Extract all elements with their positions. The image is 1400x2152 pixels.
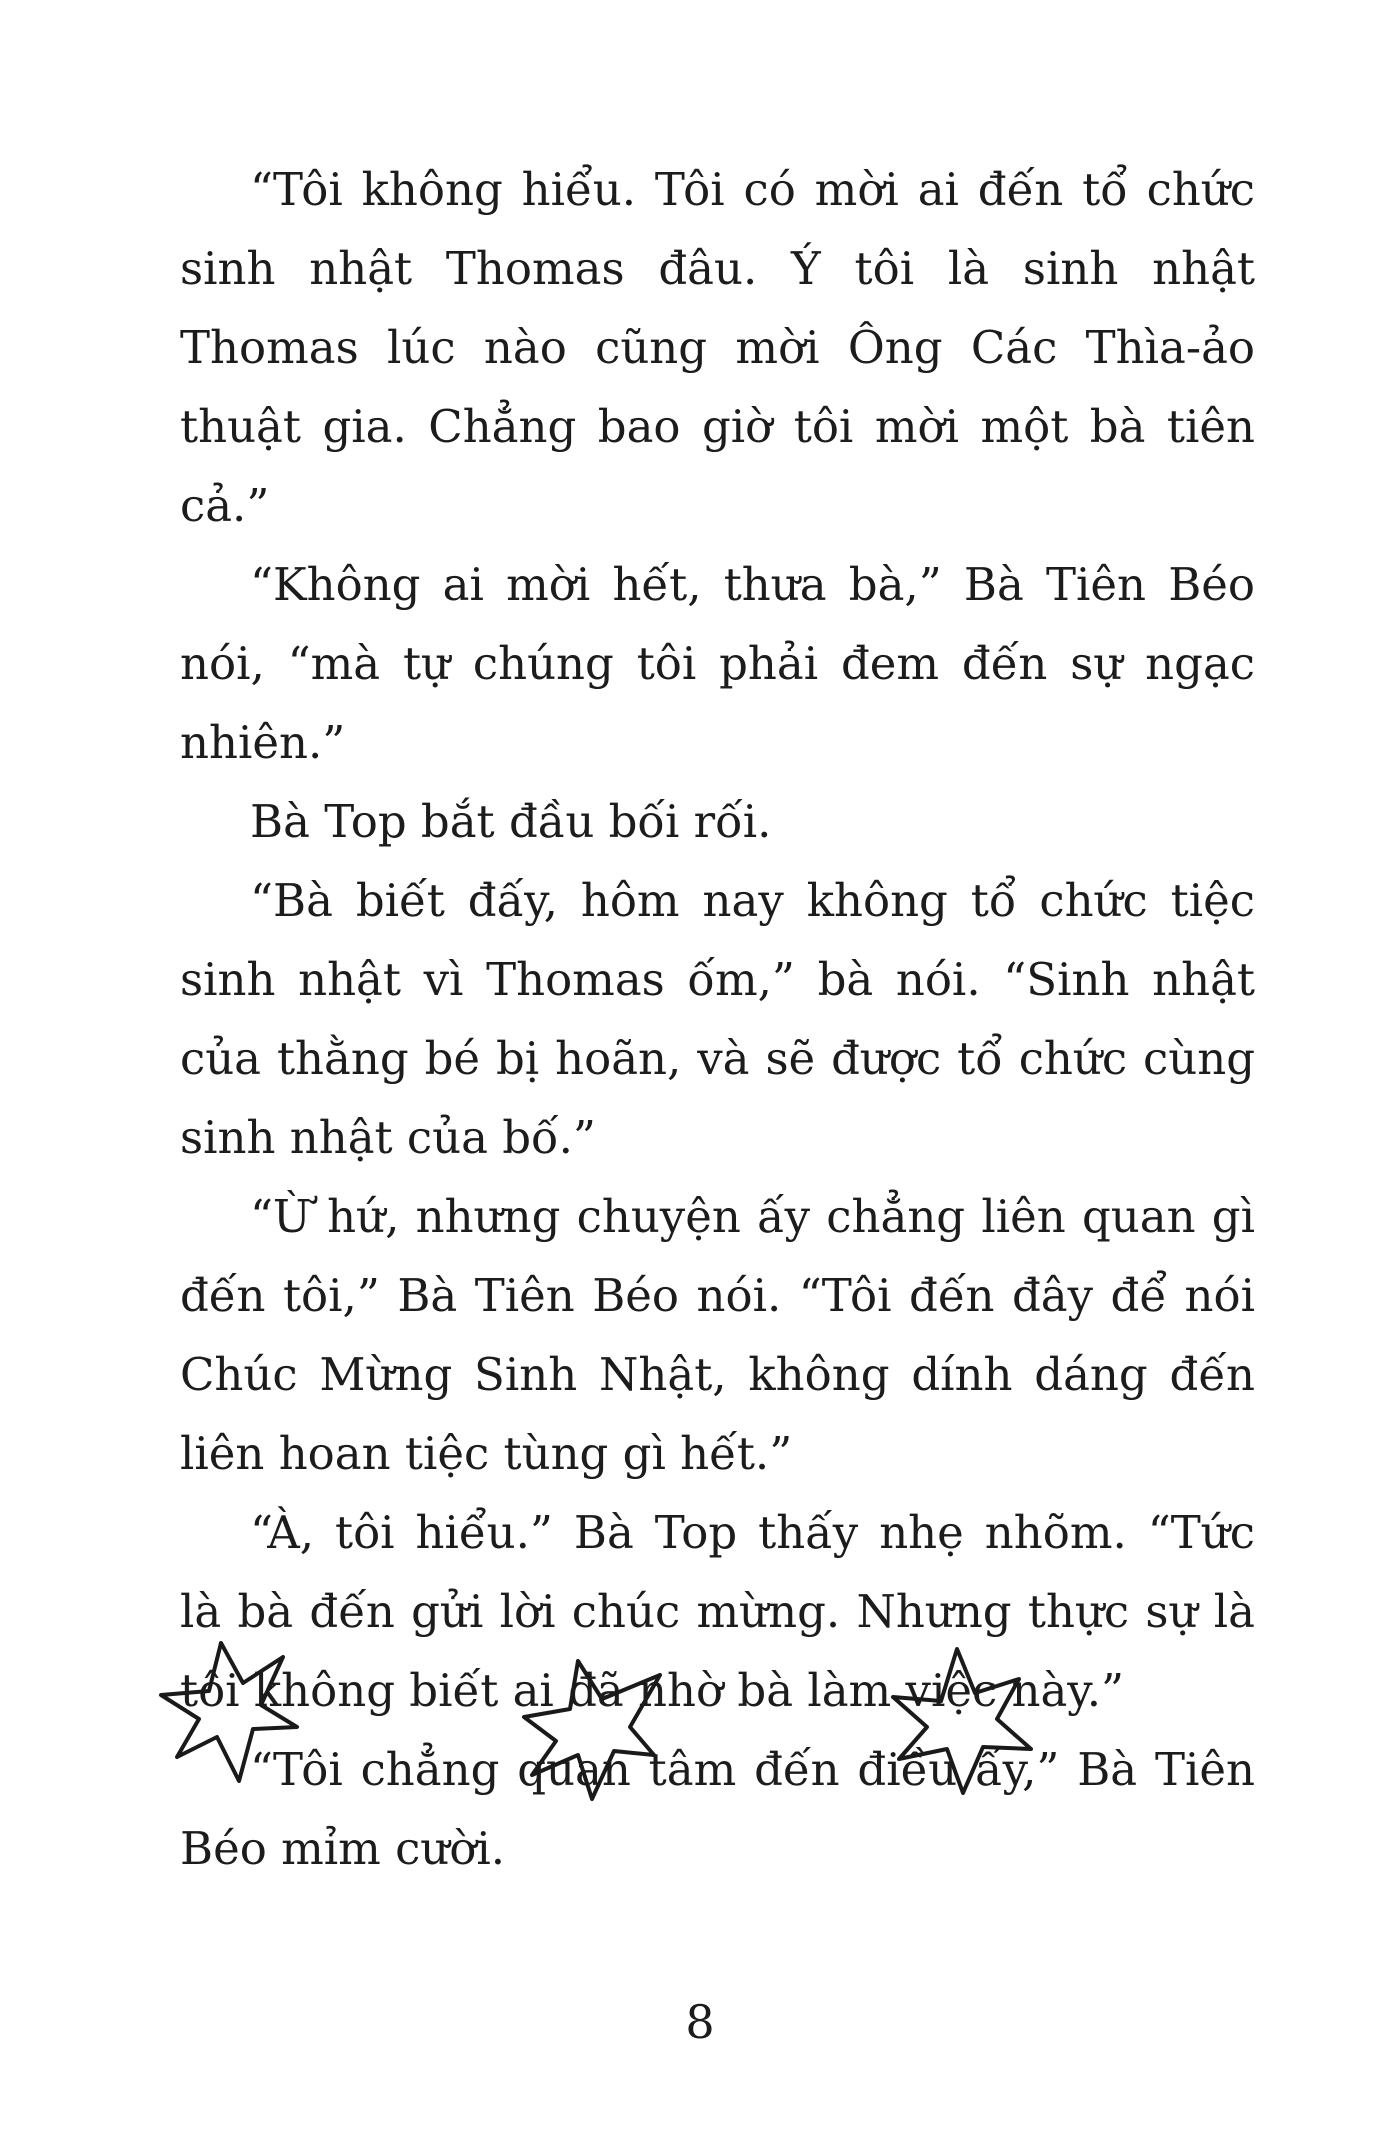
paragraph: “Tôi chẳng quan tâm đến điều ấy,” Bà Tiên Béo mỉm cười. [180,1743,1255,1875]
paragraph: Bà Top bắt đầu bối rối. [250,795,772,848]
paragraph: “Ừ hứ, nhưng chuyện ấy chẳng liên quan gì đến tôi,” Bà Tiên Béo nói. “Tôi đến đây để nói Chúc Mừng Sinh Nhật, không dính dáng đến liên hoan tiệc tùng gì hết.” [180,1190,1255,1480]
star-icon [520,1655,670,1805]
paragraph: “Tôi không hiểu. Tôi có mời ai đến tổ chức sinh nhật Thomas đâu. Ý tôi là sinh nhật Thomas lúc nào cũng mời Ông Các Thìa-ảo thuật gia. Chẳng bao giờ tôi mời một bà tiên cả.” [180,163,1255,532]
star-icon [885,1645,1035,1795]
paragraph: “Không ai mời hết, thưa bà,” Bà Tiên Béo nói, “mà tự chúng tôi phải đem đến sự ngạc nhiên.” [180,558,1255,769]
star-divider [0,1625,1400,1825]
star-icon [155,1635,305,1785]
paragraph: “À, tôi hiểu.” Bà Top thấy nhẹ nhõm. “Tức là bà đến gửi lời chúc mừng. Nhưng thực sự là tôi không biết ai đã nhờ bà làm việc này.” [180,1506,1255,1717]
paragraph: “Bà biết đấy, hôm nay không tổ chức tiệc sinh nhật vì Thomas ốm,” bà nói. “Sinh nhật của thằng bé bị hoãn, và sẽ được tổ chức cùng sinh nhật của bố.” [180,874,1255,1164]
page-number: 8 [685,1995,715,2049]
